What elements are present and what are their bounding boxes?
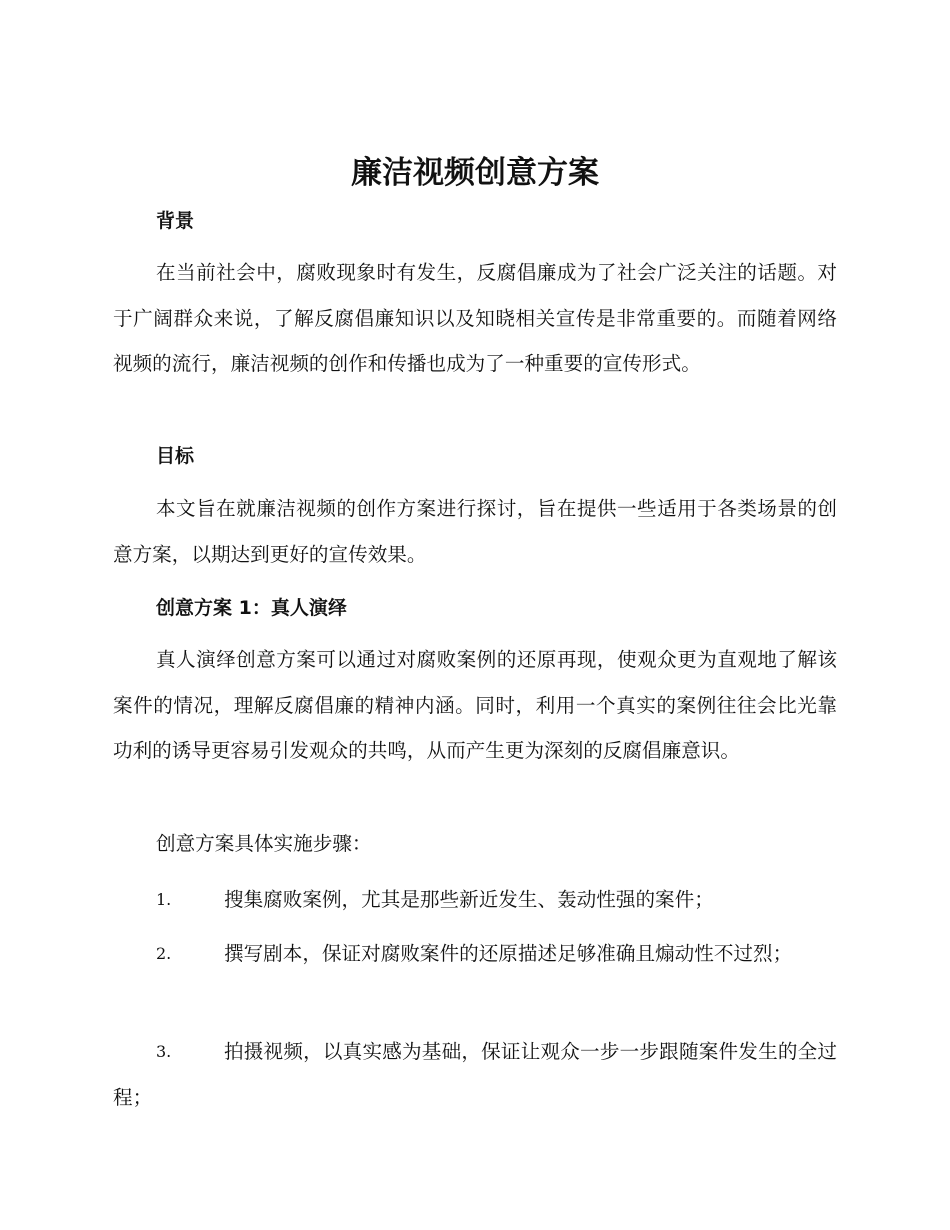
step-number: 3.: [156, 1042, 172, 1061]
document-title: 廉洁视频创意方案: [351, 155, 599, 191]
section-heading-plan-1: 创意方案 1：真人演绎: [156, 597, 347, 619]
background-paragraph: 在当前社会中，腐败现象时有发生，反腐倡廉成为了社会广泛关注的话题。对于广阔群众来说，了解反腐倡廉知识以及知晓相关宣传是非常重要的。而随着网络视频的流行，廉洁视频的创作和传播也成为了一种重要的宣传形式。: [113, 261, 837, 376]
step-text: 搜集腐败案例，尤其是那些新近发生、轰动性强的案件；: [224, 888, 714, 911]
section-heading-background: 背景: [156, 210, 195, 232]
steps-intro: 创意方案具体实施步骤：: [156, 832, 372, 855]
step-number: 2.: [156, 944, 172, 963]
section-heading-goal: 目标: [156, 445, 195, 467]
goal-paragraph: 本文旨在就廉洁视频的创作方案进行探讨，旨在提供一些适用于各类场景的创意方案，以期达到更好的宣传效果。: [113, 497, 837, 566]
step-item: [113, 1029, 837, 1120]
plan-1-paragraph: 真人演绎创意方案可以通过对腐败案例的还原再现，使观众更为直观地了解该案件的情况，理解反腐倡廉的精神内涵。同时，利用一个真实的案例往往会比光靠功利的诱导更容易引发观众的共鸣，从而产生更为深刻的反腐倡廉意识。: [113, 648, 837, 763]
step-item: [113, 931, 837, 977]
step-text: 拍摄视频，以真实感为基础，保证让观众一步一步跟随案件发生的全过程；: [113, 1040, 837, 1109]
step-text: 撰写剧本，保证对腐败案件的还原描述足够准确且煽动性不过烈；: [224, 942, 793, 965]
step-item: [113, 877, 837, 923]
step-number: 1.: [156, 890, 172, 909]
